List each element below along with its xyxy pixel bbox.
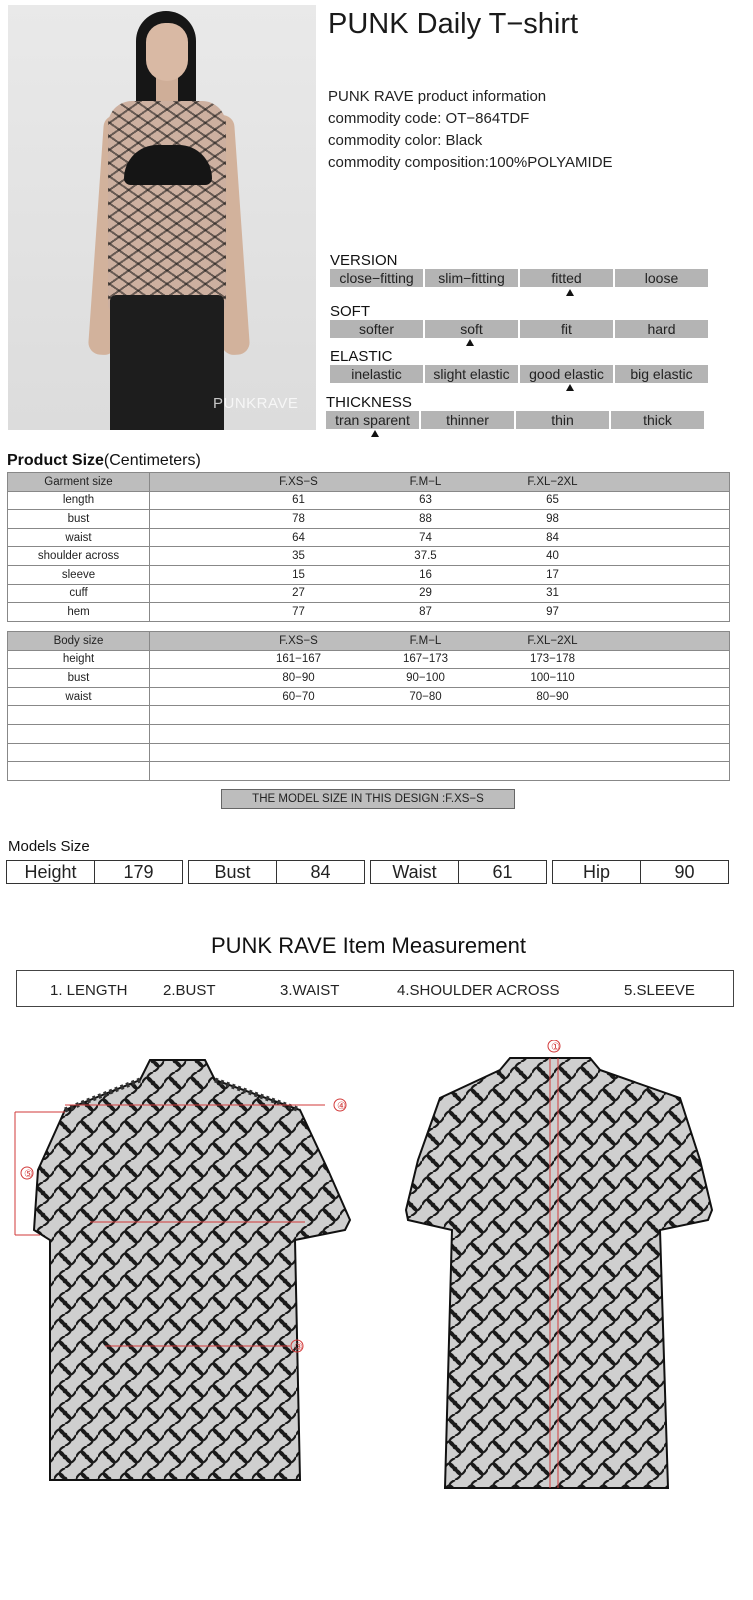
measurement-item: 4.SHOULDER ACROSS bbox=[397, 982, 560, 999]
table-cell: 80−90 bbox=[282, 671, 315, 684]
scale-option: big elastic bbox=[615, 365, 708, 383]
model-measure-label: Waist bbox=[371, 861, 459, 883]
table-cell: 88 bbox=[419, 512, 432, 525]
table-cell: shoulder across bbox=[8, 547, 150, 566]
soft-scale bbox=[330, 320, 708, 338]
table-cell: 64 bbox=[292, 531, 305, 544]
table-cell: 37.5 bbox=[414, 550, 437, 563]
table-cell: bust bbox=[8, 510, 150, 529]
table-cell: 15 bbox=[292, 568, 305, 581]
table-cell: 60−70 bbox=[282, 690, 315, 703]
measurement-title: PUNK RAVE Item Measurement bbox=[210, 933, 527, 958]
info-line: commodity code: OT−864TDF bbox=[328, 110, 530, 127]
garment-back-diagram bbox=[400, 1040, 720, 1500]
body-size-table bbox=[7, 631, 730, 781]
table-row bbox=[8, 706, 730, 725]
scale-option: good elastic bbox=[520, 365, 613, 383]
table-cell: 80−90 bbox=[536, 690, 569, 703]
scale-option: fit bbox=[520, 320, 613, 338]
elastic-label: ELASTIC bbox=[330, 348, 393, 365]
table-cell: cuff bbox=[8, 584, 150, 603]
table-row bbox=[8, 669, 730, 688]
model-measure-label: Bust bbox=[189, 861, 277, 883]
table-cell: length bbox=[8, 491, 150, 510]
scale-option: fitted bbox=[520, 269, 613, 287]
table-row bbox=[8, 584, 730, 603]
model-size-note: THE MODEL SIZE IN THIS DESIGN :F.XS−S bbox=[221, 789, 515, 809]
scale-option: hard bbox=[615, 320, 708, 338]
table-cell: waist bbox=[8, 687, 150, 706]
scale-option: close−fitting bbox=[330, 269, 423, 287]
model-waist-box bbox=[370, 860, 547, 884]
product-size-title-unit: (Centimeters) bbox=[103, 452, 201, 469]
soft-marker bbox=[466, 339, 474, 346]
info-line: commodity composition:100%POLYAMIDE bbox=[328, 154, 613, 171]
garment-front-diagram bbox=[10, 1050, 360, 1500]
table-row bbox=[8, 650, 730, 669]
scale-option: softer bbox=[330, 320, 423, 338]
table-row bbox=[8, 565, 730, 584]
model-height-box bbox=[6, 860, 183, 884]
table-cell: 100−110 bbox=[530, 671, 575, 684]
scale-option: slim−fitting bbox=[425, 269, 518, 287]
table-cell: 27 bbox=[292, 587, 305, 600]
model-measure-label: Height bbox=[7, 861, 95, 883]
scale-option: thick bbox=[611, 411, 704, 429]
table-header-cell: Body size bbox=[8, 632, 150, 651]
table-cell: 70−80 bbox=[409, 690, 442, 703]
scale-option: inelastic bbox=[330, 365, 423, 383]
elastic-scale bbox=[330, 365, 708, 383]
scale-option: tran sparent bbox=[326, 411, 419, 429]
table-cell: hem bbox=[8, 603, 150, 622]
table-header-cell: F.XL−2XL bbox=[527, 634, 578, 647]
table-row bbox=[8, 762, 730, 781]
scale-option: thin bbox=[516, 411, 609, 429]
table-cell: bust bbox=[8, 669, 150, 688]
marker-4: ④ bbox=[337, 1101, 346, 1112]
table-cell: 87 bbox=[419, 605, 432, 618]
scale-option: loose bbox=[615, 269, 708, 287]
version-label: VERSION bbox=[330, 252, 398, 269]
table-header-cell: Garment size bbox=[8, 473, 150, 492]
table-cell: 78 bbox=[292, 512, 305, 525]
model-bust-box bbox=[188, 860, 365, 884]
info-line: PUNK RAVE product information bbox=[328, 88, 547, 105]
soft-label: SOFT bbox=[330, 303, 370, 320]
model-measure-value: 90 bbox=[674, 862, 695, 882]
product-title: PUNK Daily T−shirt bbox=[328, 8, 579, 40]
table-cell: 63 bbox=[419, 494, 432, 507]
table-cell: 31 bbox=[546, 587, 559, 600]
marker-1: ① bbox=[551, 1042, 560, 1053]
models-size-title: Models Size bbox=[8, 838, 90, 855]
measurement-item: 2.BUST bbox=[163, 982, 216, 999]
thickness-scale bbox=[326, 411, 704, 429]
model-measure-value: 61 bbox=[492, 862, 513, 882]
table-cell: 98 bbox=[546, 512, 559, 525]
table-cell: 161−167 bbox=[275, 653, 322, 666]
scale-option: thinner bbox=[421, 411, 514, 429]
product-size-title bbox=[7, 452, 201, 470]
table-header-cell: F.XL−2XL bbox=[527, 475, 578, 488]
elastic-marker bbox=[566, 384, 574, 391]
table-row bbox=[8, 603, 730, 622]
table-cell: sleeve bbox=[8, 565, 150, 584]
table-cell: 77 bbox=[292, 605, 305, 618]
garment-size-table bbox=[7, 472, 730, 622]
table-header-row bbox=[8, 473, 730, 492]
table-cell: waist bbox=[8, 528, 150, 547]
table-row bbox=[8, 687, 730, 706]
table-cell: 29 bbox=[419, 587, 432, 600]
table-cell: 97 bbox=[546, 605, 559, 618]
table-row bbox=[8, 528, 730, 547]
table-header-cell: F.XS−S bbox=[279, 475, 318, 488]
table-row bbox=[8, 743, 730, 762]
table-cell: 35 bbox=[292, 550, 305, 563]
table-cell: 167−173 bbox=[402, 653, 449, 666]
table-cell: 61 bbox=[292, 494, 305, 507]
model-measure-value: 179 bbox=[123, 862, 154, 882]
measurement-item: 5.SLEEVE bbox=[624, 982, 695, 999]
table-cell: 16 bbox=[419, 568, 432, 581]
measurement-legend bbox=[16, 970, 734, 1007]
table-cell: 173−178 bbox=[529, 653, 576, 666]
measurement-item: 3.WAIST bbox=[280, 982, 340, 999]
table-cell: 90−100 bbox=[406, 671, 445, 684]
table-header-cell: F.M−L bbox=[409, 475, 442, 488]
marker-5: ⑤ bbox=[24, 1169, 33, 1180]
table-header-row bbox=[8, 632, 730, 651]
thickness-marker bbox=[371, 430, 379, 437]
table-row bbox=[8, 724, 730, 743]
product-size-title-bold: Product Size bbox=[7, 452, 104, 469]
measurement-item: 1. LENGTH bbox=[50, 982, 128, 999]
model-measure-value: 84 bbox=[310, 862, 331, 882]
version-marker bbox=[566, 289, 574, 296]
product-info bbox=[328, 86, 613, 174]
model-photo bbox=[8, 5, 316, 430]
table-header-cell: F.M−L bbox=[409, 634, 442, 647]
info-line: commodity color: Black bbox=[328, 132, 483, 149]
model-hip-box bbox=[552, 860, 729, 884]
table-header-cell: F.XS−S bbox=[279, 634, 318, 647]
scale-option: soft bbox=[425, 320, 518, 338]
thickness-label: THICKNESS bbox=[326, 394, 412, 411]
table-row bbox=[8, 491, 730, 510]
version-scale bbox=[330, 269, 708, 287]
table-cell: 84 bbox=[546, 531, 559, 544]
table-cell: 17 bbox=[546, 568, 559, 581]
marker-3: ③ bbox=[294, 1342, 303, 1353]
table-cell: 65 bbox=[546, 494, 559, 507]
table-row bbox=[8, 547, 730, 566]
table-cell: height bbox=[8, 650, 150, 669]
model-measure-label: Hip bbox=[553, 861, 641, 883]
watermark: PUNKRAVE bbox=[213, 395, 299, 412]
scale-option: slight elastic bbox=[425, 365, 518, 383]
table-cell: 40 bbox=[546, 550, 559, 563]
table-row bbox=[8, 510, 730, 529]
table-cell: 74 bbox=[419, 531, 432, 544]
models-size-row bbox=[6, 860, 729, 884]
